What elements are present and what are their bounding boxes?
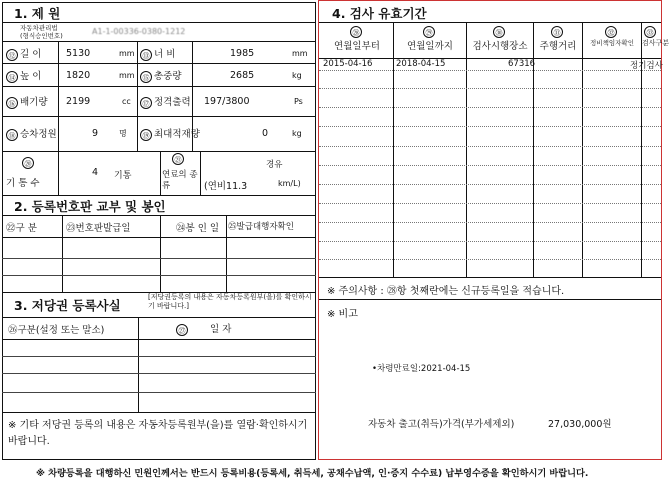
- reg-col-seal-date: ㉔봉 인 일: [176, 223, 220, 234]
- height-unit: mm: [119, 71, 135, 80]
- lien-col-category: ㉖구분(설정 또는 말소): [8, 325, 105, 336]
- max-load-label: ⑲ 최대적재량: [140, 126, 200, 141]
- inspect-to-value: 2018-04-15: [396, 59, 446, 69]
- gross-weight-unit: kg: [292, 71, 302, 80]
- section2-title: 2. 등록번호판 교부 및 봉인: [14, 199, 166, 214]
- gross-weight-value: 2685: [230, 70, 255, 81]
- gross-weight-label: ⑮ 총중량: [140, 68, 182, 83]
- cylinder-label: 기 통 수: [6, 178, 40, 189]
- id-label-line1: 자동차관리법: [20, 24, 58, 32]
- length-unit: mm: [119, 49, 135, 58]
- fuel-efficiency-value: (연비11.3: [204, 181, 248, 192]
- reg-col-agent-confirm: ㉕발급대행자확인: [228, 222, 294, 232]
- length-value: 5130: [66, 48, 91, 59]
- fuel-label: 연료의 종류: [162, 170, 198, 191]
- cylinder-num: ⑳: [22, 157, 36, 169]
- section3-footer: ※ 기타 저당권 등록의 내용은 자동차등록원부(을)를 열람·확인하시기 바랍니다.: [8, 420, 308, 447]
- cylinder-value: 4: [92, 167, 99, 178]
- rated-power-value: 197/3800: [204, 96, 250, 107]
- seating-unit: 명: [119, 129, 127, 138]
- seating-label: ⑱ 승차정원: [6, 126, 57, 141]
- id-label-line2: (형식승인번호): [20, 32, 63, 40]
- lien-col-date: ㉗ 일 자: [176, 321, 231, 336]
- section3-title: 3. 저당권 등록사실: [14, 298, 121, 313]
- width-value: 1985: [230, 48, 255, 59]
- fuel-type-value: 경유: [266, 160, 283, 170]
- height-label: ⑭ 높 이: [6, 68, 41, 83]
- displacement-unit: cc: [122, 97, 131, 106]
- max-load-unit: kg: [292, 129, 302, 138]
- reg-col-plate-date: ㉓번호판발급일: [66, 223, 131, 234]
- section3-note: [저당권등록의 내용은 자동차등록원부(을)를 확인하시기 바랍니다.]: [148, 293, 312, 310]
- inspect-caution: ※ 주의사항 : ㉘항 첫째란에는 신규등록일을 적습니다.: [327, 286, 565, 297]
- reg-col-category: ㉒구 분: [6, 223, 37, 234]
- inspect-from-value: 2015-04-16: [323, 59, 373, 69]
- inspect-col-mileage: ㉛ 주행거리: [534, 26, 582, 52]
- inspect-col-place: ㉚ 검사시행장소: [468, 26, 532, 52]
- rated-power-label: ⑰ 정격출력: [140, 94, 191, 109]
- price-label: 자동차 출고(취득)가격(부가세제외): [368, 419, 515, 430]
- cylinder-unit: 기통: [114, 171, 132, 181]
- rated-power-unit: Ps: [294, 97, 303, 106]
- max-load-value: 0: [262, 128, 269, 139]
- inspect-col-from: ㉘ 연월일부터: [322, 26, 392, 52]
- displacement-value: 2199: [66, 96, 91, 107]
- right-panel: [318, 0, 662, 460]
- id-value: A1-1-00336-0380-1212: [92, 27, 186, 36]
- section1-title: 1. 제 원: [14, 6, 61, 21]
- price-value: 27,030,000원: [548, 419, 612, 430]
- height-value: 1820: [66, 70, 91, 81]
- displacement-label: ⑯ 배기량: [6, 94, 48, 109]
- fuel-efficiency-unit: km/L): [278, 179, 301, 188]
- width-unit: mm: [292, 49, 308, 58]
- remark-title: ※ 비고: [327, 309, 358, 320]
- width-label: ⑬ 너 비: [140, 46, 175, 61]
- seating-value: 9: [92, 128, 99, 139]
- inspect-kind-value: 정기검사: [630, 61, 663, 71]
- inspect-col-to: ㉙ 연월일까지: [395, 26, 465, 52]
- inspect-col-confirm: ㉜ 정비책임자확인: [583, 26, 641, 47]
- page-footer: ※ 차량등록을 대행하신 민원인께서는 반드시 등록비용(등록세, 취득세, 공채수납액, 인·증지 수수료) 납부영수증을 확인하시기 바랍니다.: [36, 468, 589, 479]
- fuel-num: ㉑: [172, 153, 186, 165]
- section4-title: 4. 검사 유효기간: [332, 6, 427, 21]
- vehicle-age-expiry: •차령만료일:2021-04-15: [372, 364, 471, 374]
- length-label: ⑫ 길 이: [6, 46, 41, 61]
- inspect-mileage-value: 67316: [508, 59, 536, 69]
- inspect-col-kind: ㉝ 검사구분: [642, 26, 660, 48]
